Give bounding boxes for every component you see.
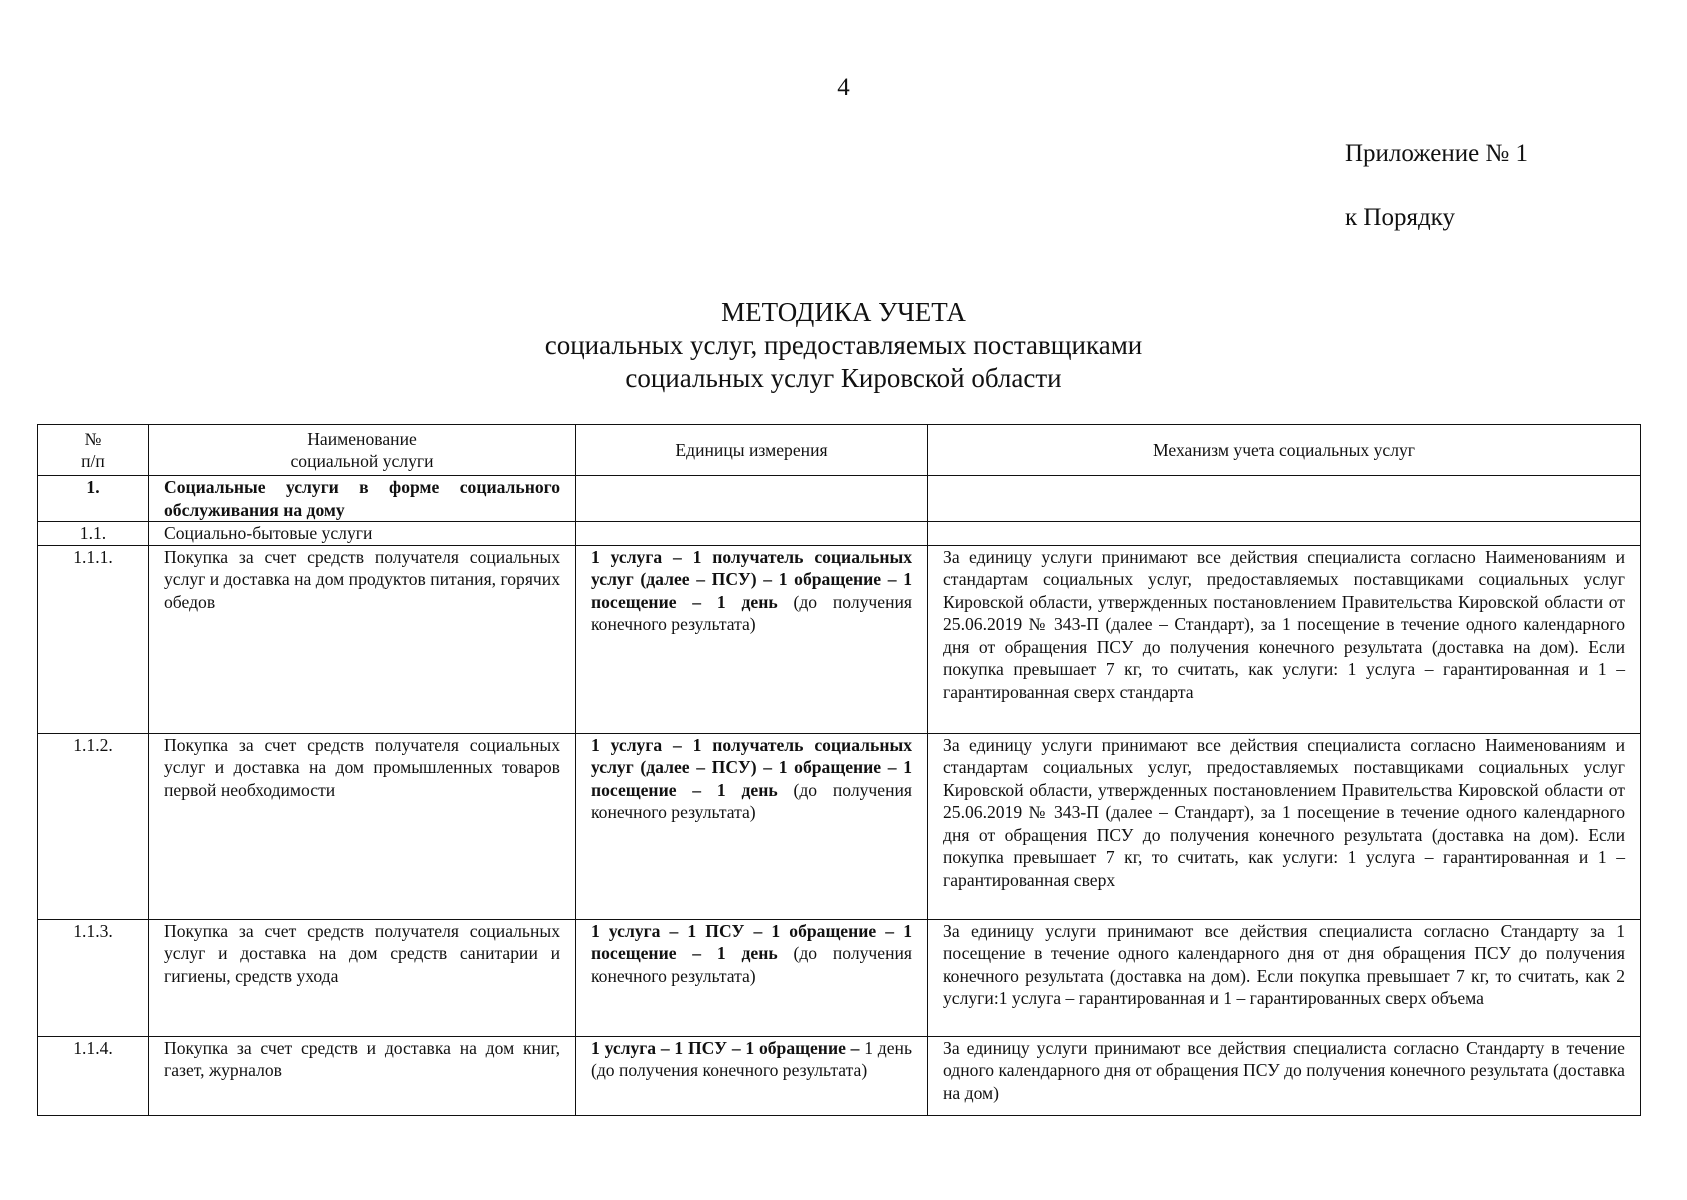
page-number: 4 — [837, 74, 850, 101]
title-line-2: социальных услуг, предоставляемых поставщиками — [544, 330, 1143, 360]
unit-of-measure — [576, 733, 928, 919]
header-mechanism: Механизм учета социальных услуг — [928, 425, 1641, 476]
document-title — [0, 296, 1687, 395]
unit-of-measure — [576, 545, 928, 733]
table-row — [38, 919, 1641, 1036]
accounting-mechanism: За единицу услуги принимают все действия специалиста согласно Наименованиям и стандартам социальных услуг, предоставляемых поставщиками социальных услуг Кировской области, утвержденных постановлением Правительства Кировской области от 25.06.2019 № 343-П (далее – Стандарт), за 1 посещение в течение одного календарного дня от обращения ПСУ до получения конечного результата (доставка на дом). Если покупка превышает 7 кг, то считать, как услуги: 1 услуга – гарантированная и 1 – гарантированная сверх — [928, 733, 1641, 919]
service-name: Покупка за счет средств получателя социальных услуг и доставка на дом промышленных товаров первой необходимости — [149, 733, 576, 919]
section-name: Социальные услуги в форме социального обслуживания на дому — [149, 476, 576, 522]
section-row — [38, 476, 1641, 522]
header-units: Единицы измерения — [576, 425, 928, 476]
row-number: 1.1.4. — [38, 1036, 149, 1115]
service-name: Покупка за счет средств и доставка на дом книг, газет, журналов — [149, 1036, 576, 1115]
unit-of-measure — [576, 919, 928, 1036]
appendix-reference: к Порядку — [1345, 204, 1455, 231]
appendix-label: Приложение № 1 — [1345, 140, 1529, 167]
unit-bold-text: 1 услуга – 1 ПСУ – 1 обращение – — [591, 1037, 860, 1058]
subsection-name: Социально-бытовые услуги — [149, 522, 576, 546]
unit-text: (до получения конечного результата) — [591, 779, 912, 822]
unit-bold-text: 1 услуга – 1 получатель социальных услуг (далее – ПСУ) – 1 обращение – 1 посещение – 1 день — [591, 734, 912, 800]
methodics-table — [37, 424, 1641, 1116]
accounting-mechanism: За единицу услуги принимают все действия специалиста согласно Стандарту за 1 посещение в течение одного календарного дня от дня обращения ПСУ до получения конечного результата (доставка на дом). Если покупка превышает 7 кг, то считать, как 2 услуги:1 услуга – гарантированная и 1 – гарантированных сверх объема — [928, 919, 1641, 1036]
service-name: Покупка за счет средств получателя социальных услуг и доставка на дом продуктов питания, горячих обедов — [149, 545, 576, 733]
subsection-number: 1.1. — [38, 522, 149, 546]
unit-bold-text: 1 услуга – 1 ПСУ – 1 обращение – 1 посещение – 1 день — [591, 920, 912, 963]
table-row — [38, 545, 1641, 733]
table-row — [38, 733, 1641, 919]
unit-bold-text: 1 услуга – 1 получатель социальных услуг (далее – ПСУ) – 1 обращение – 1 посещение – 1 день — [591, 546, 912, 612]
section-unit-cell — [576, 476, 928, 522]
service-name: Покупка за счет средств получателя социальных услуг и доставка на дом средств санитарии и гигиены, средств ухода — [149, 919, 576, 1036]
section-mechanism-cell — [928, 476, 1641, 522]
title-line-3: социальных услуг Кировской области — [625, 363, 1062, 393]
section-number: 1. — [38, 476, 149, 522]
subsection-mechanism-cell — [928, 522, 1641, 546]
subsection-row — [38, 522, 1641, 546]
table-header-row — [38, 425, 1641, 476]
header-service-name: Наименование социальной услуги — [149, 425, 576, 476]
unit-of-measure — [576, 1036, 928, 1115]
unit-text: 1 день (до получения конечного результата) — [591, 1037, 912, 1080]
row-number: 1.1.3. — [38, 919, 149, 1036]
title-line-1: МЕТОДИКА УЧЕТА — [721, 297, 966, 327]
subsection-unit-cell — [576, 522, 928, 546]
unit-text: (до получения конечного результата) — [591, 943, 912, 986]
table-row — [38, 1036, 1641, 1115]
row-number: 1.1.2. — [38, 733, 149, 919]
accounting-mechanism: За единицу услуги принимают все действия специалиста согласно Наименованиям и стандартам социальных услуг, предоставляемых поставщиками социальных услуг Кировской области, утвержденных постановлением Правительства Кировской области от 25.06.2019 № 343-П (далее – Стандарт), за 1 посещение в течение одного календарного дня от обращения ПСУ до получения конечного результата (доставка на дом). Если покупка превышает 7 кг, то считать, как услуги: 1 услуга – гарантированная и 1 – гарантированная сверх стандарта — [928, 545, 1641, 733]
header-number: № п/п — [38, 425, 149, 476]
row-number: 1.1.1. — [38, 545, 149, 733]
unit-text: (до получения конечного результата) — [591, 591, 912, 634]
accounting-mechanism: За единицу услуги принимают все действия специалиста согласно Стандарту в течение одного календарного дня от обращения ПСУ до получения конечного результата (доставка на дом) — [928, 1036, 1641, 1115]
